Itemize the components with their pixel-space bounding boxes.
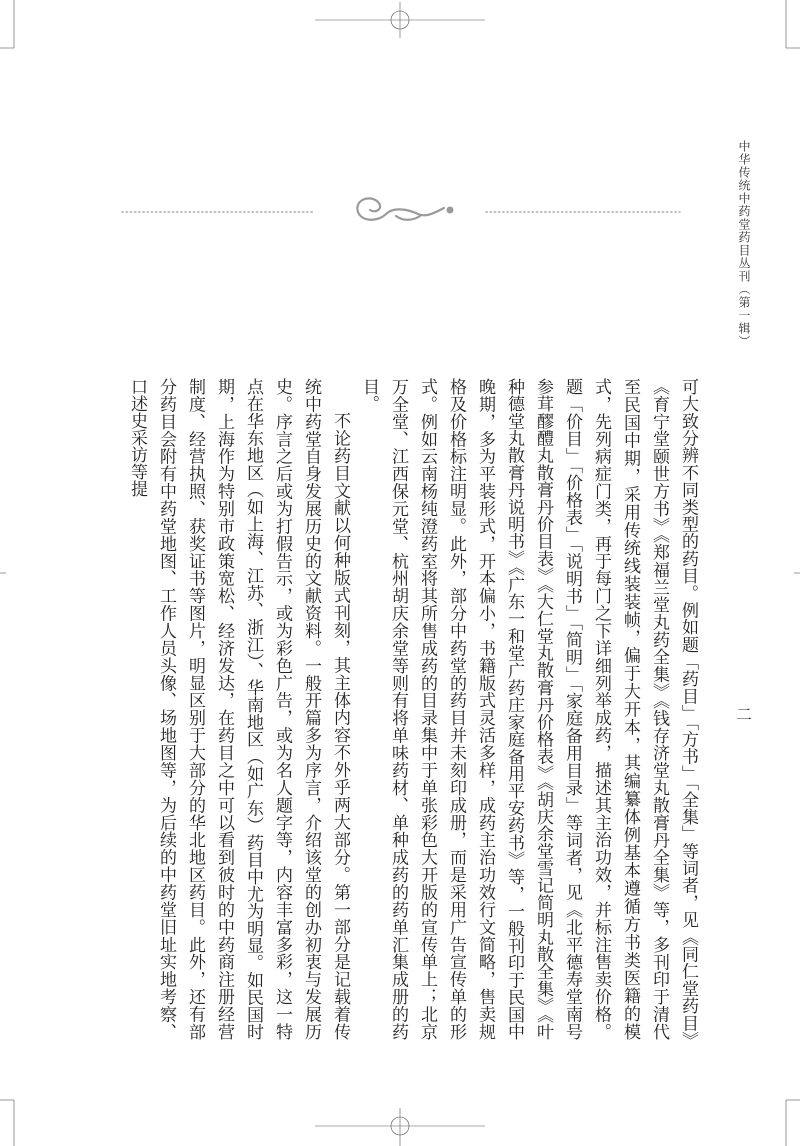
page-number: 二 — [736, 705, 753, 724]
body-text — [110, 378, 702, 1040]
running-title: 中华传统中药堂药目丛刊（第一辑） — [737, 140, 751, 348]
paragraph: 可大致分辨不同类型的药目。例如题「药目」「方书」「全集」等词者，见《同仁堂药目》《育宁堂颐世方书》《郑福兰堂丸药全集》《钱存济堂丸散膏丹全集》等，多刊印于清代至民国中期，采用传统线装装帧，偏于大开本，其编纂体例基本遵循方书类医籍的模式，先列病症门类，再于每门之下详细列举成药，描述其主治功效，并标注售卖价格。题「价目」「价格表」「说明书」「简明」「家庭备用目录」等词者，见《北平德寿堂南号参茸醪醴丸散膏丹价目表》《大仁堂丸散膏丹价格表》《胡庆余堂雪记简明丸散全集》《叶种德堂丸散膏丹说明书》《广东一和堂广药庄家庭备用平安药书》等，一般刊印于民国中晚期，多为平装形式，开本偏小，书籍版式灵活多样，成药主治功效行文简略，售卖规格及价格标注明显。此外，部分中药堂的药目并未刻印成册，而是采用广告宣传单的形式。例如云南杨纯澄药室将其所售成药的目录集中于单张彩色大开版的宣传单上；北京万全堂、江西保元堂、杭州胡庆余堂等则有将单味药材、单种成药的药单汇集成册的药目。 — [359, 378, 698, 1040]
paragraph: 不论药目文献以何种版式刊刻，其主体内容不外乎两大部分。第一部分是记载着传统中药堂自身发展历史的文献资料。一般开篇多为序言，介绍该堂的创办初衷与发展历史。序言之后或为打假告示，或为彩色广告，或为名人题字等，内容丰富多彩，这一特点在华东地区（如上海、江苏、浙江）、华南地区（如广东）药目中尤为明显。如民国时期，上海作为特别市政策宽松、经济发达，在药目之中可以看到彼时的中药商注册经营制度、经营执照、获奖证书等图片，明显区别于大部分的华北地区药目。此外，还有部分药目会附有中药堂地图、工作人员头像、场地图等，为后续的中药堂旧址实地考察、口述史采访等提 — [127, 378, 350, 1040]
cloud-ornament-icon — [357, 198, 453, 219]
